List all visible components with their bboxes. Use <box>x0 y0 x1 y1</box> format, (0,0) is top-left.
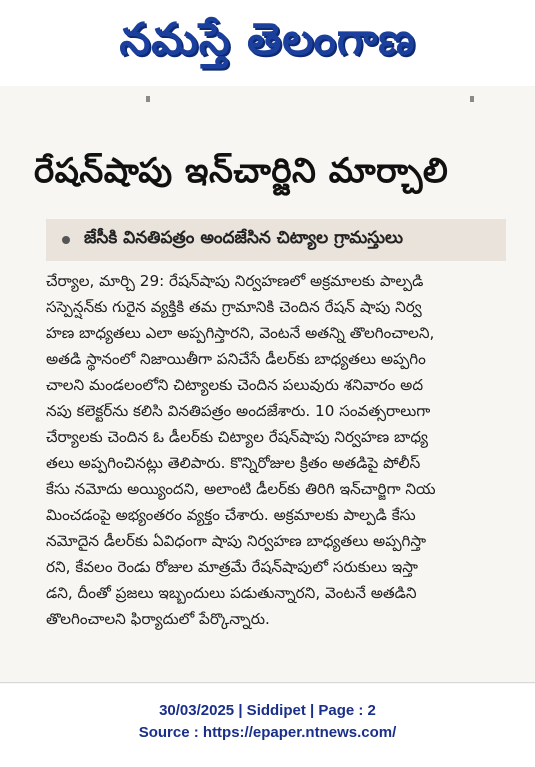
article-body <box>46 268 508 632</box>
article-body-line: డని, దీంతో ప్రజలు ఇబ్బందులు పడుతున్నారని, వెంటనే అతడిని <box>46 584 417 602</box>
article-body-line: హణ బాధ్యతలు ఎలా అప్పగిస్తారని, వెంటనే అతన్ని తొలగించాలని, <box>46 324 435 342</box>
article-subheadline-box <box>46 219 506 261</box>
article-body-line: రని, కేవలం రెండు రోజుల మాత్రమే రేషన్‌షాపులో సరుకులు ఇస్తా <box>46 558 418 576</box>
article-body-line: అతడి స్థానంలో నిజాయితీగా పనిచేసే డీలర్‌కు బాధ్యతలు అప్పగిం <box>46 350 426 368</box>
article-body-line: తొలగించాలని ఫిర్యాదులో పేర్కొన్నారు. <box>46 610 270 628</box>
clipping-top-edge <box>90 96 485 104</box>
article-body-line: కేసు నమోదు అయ్యిందని, అలాంటి డీలర్‌కు తిరిగి ఇన్‌చార్జిగా నియ <box>46 480 436 498</box>
article-body-line: తలు అప్పగించినట్లు తెలిపారు. కొన్నిరోజుల క్రితం అతడిపై పోలీస్ <box>46 454 421 472</box>
article-body-line: చేర్యాల, మార్చి 29: రేషన్‌షాపు నిర్వహణలో అక్రమాలకు పాల్పడి <box>46 272 424 290</box>
bullet-icon <box>62 236 70 244</box>
footer <box>0 700 535 744</box>
edition-info: 30/03/2025 | Siddipet | Page : 2 <box>159 702 376 719</box>
article-body-line: మించడంపై అభ్యంతరం వ్యక్తం చేశారు. అక్రమాలకు పాల్పడి కేసు <box>46 506 416 524</box>
article-body-line: నపు కలెక్టర్‌ను కలిసి వినతిపత్రం అందజేశారు. 10 సంవత్సరాలుగా <box>46 402 431 420</box>
article-headline: రేషన్‌షాపు ఇన్‌చార్జిని మార్చాలి <box>34 151 449 191</box>
article-body-line: చాలని మండలంలోని చిట్యాలకు చెందిన పలువురు శనివారం అద <box>46 376 424 394</box>
masthead <box>0 0 535 84</box>
newspaper-logo: నమస్తే తెలంగాణ <box>119 14 416 65</box>
divider <box>0 682 535 683</box>
article-body-line: నమోదైన డీలర్‌కు ఏవిధంగా షాపు నిర్వహణ బాధ్యతలు అప్పగిస్తా <box>46 532 427 550</box>
article-body-line: సస్పెన్షన్‌కు గురైన వ్యక్తికి తమ గ్రామానికి చెందిన రేషన్ షాపు నిర్వ <box>46 298 422 316</box>
article-subheadline: జేసీకి వినతిపత్రం అందజేసిన చిట్యాల గ్రామస్తులు <box>84 228 403 248</box>
article-body-line: చేర్యాలకు చెందిన ఓ డీలర్‌కు చిట్యాల రేషన్‌షాపు నిర్వహణ బాధ్య <box>46 428 428 446</box>
source-link[interactable]: Source : https://epaper.ntnews.com/ <box>138 724 397 741</box>
